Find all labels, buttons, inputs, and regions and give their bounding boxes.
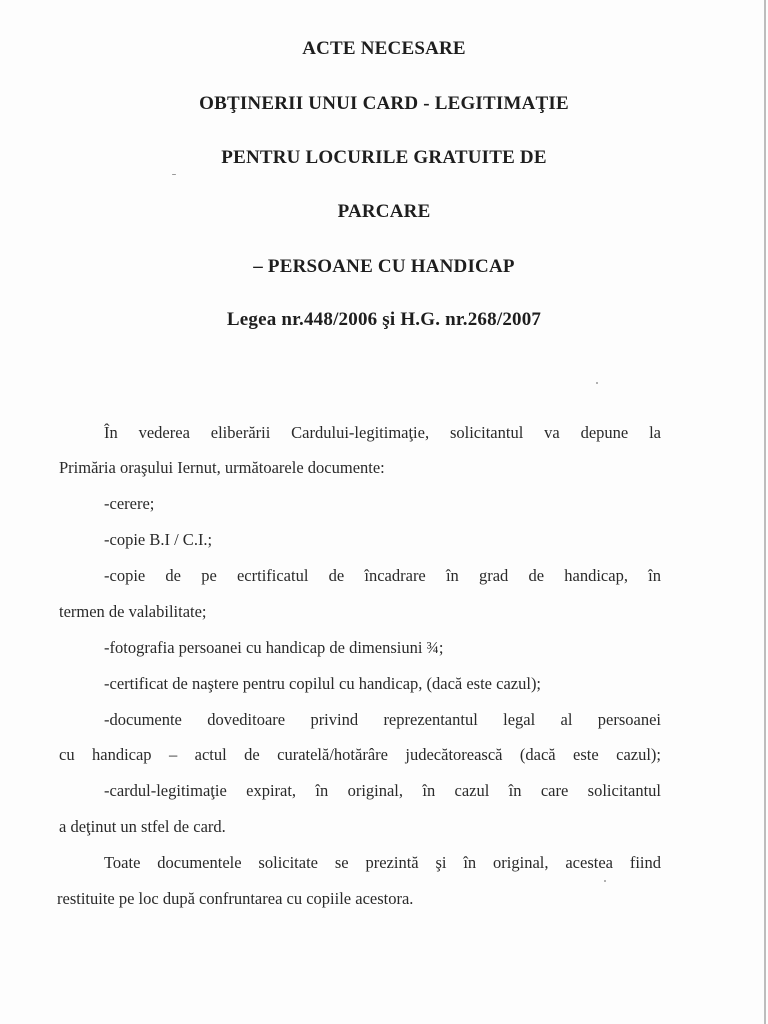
title-line-4: PARCARE bbox=[337, 201, 431, 222]
closing-line-2: restituite pe loc după confruntarea cu copiile acestora. bbox=[57, 889, 414, 908]
list-item-cerere: -cerere; bbox=[104, 494, 155, 513]
list-item-nastere: -certificat de naştere pentru copilul cu handicap, (dacă este cazul); bbox=[104, 674, 542, 693]
list-item-card-line-1: -cardul-legitimaţie expirat, în original, în cazul în care solicitantul bbox=[104, 781, 661, 800]
scan-speck bbox=[604, 880, 606, 882]
list-item-card-line-2: a deţinut un stfel de card. bbox=[59, 817, 226, 836]
title-line-1: ACTE NECESARE bbox=[302, 38, 466, 59]
list-item-documente-line-2: cu handicap – actul de curatelă/hotărâre judecătorească (dacă este cazul); bbox=[59, 745, 661, 764]
list-item-documente-line-1: -documente doveditoare privind reprezentantul legal al persoanei bbox=[104, 710, 661, 729]
list-item-fotografia: -fotografia persoanei cu handicap de dimensiuni ¾; bbox=[104, 638, 444, 657]
scan-speck bbox=[172, 174, 176, 175]
list-item-copie-bi: -copie B.I / C.I.; bbox=[104, 530, 213, 549]
list-item-certificat-line-2: termen de valabilitate; bbox=[59, 602, 207, 621]
intro-line-2: Primăria oraşului Iernut, următoarele documente: bbox=[59, 458, 385, 477]
title-line-3: PENTRU LOCURILE GRATUITE DE bbox=[221, 147, 547, 168]
law-reference: Legea nr.448/2006 şi H.G. nr.268/2007 bbox=[226, 309, 542, 330]
scan-speck bbox=[596, 382, 598, 384]
title-line-5: – PERSOANE CU HANDICAP bbox=[253, 256, 515, 277]
closing-line-1: Toate documentele solicitate se prezintă şi în original, acestea fiind bbox=[104, 853, 661, 872]
intro-line-1: În vederea eliberării Cardului-legitimaţie, solicitantul va depune la bbox=[104, 423, 661, 442]
list-item-certificat-line-1: -copie de pe ecrtificatul de încadrare în grad de handicap, în bbox=[104, 566, 661, 585]
title-line-2: OBŢINERII UNUI CARD - LEGITIMAŢIE bbox=[199, 93, 569, 114]
